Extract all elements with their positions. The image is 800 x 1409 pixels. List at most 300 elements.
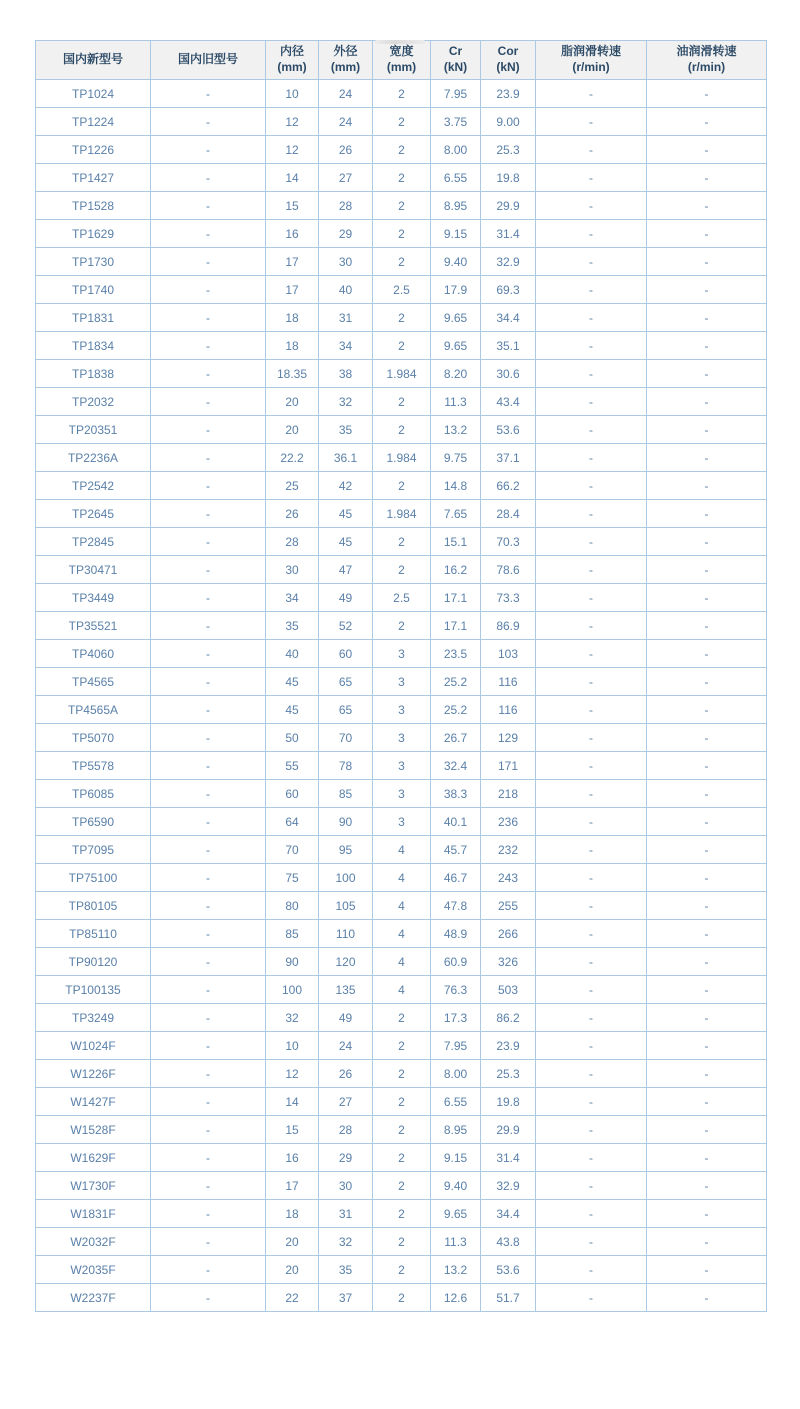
cell-cr: 8.95 [431,1116,481,1144]
cell-grease-speed: - [536,192,647,220]
cell-width: 2.5 [373,584,431,612]
cell-cor: 51.7 [481,1284,536,1312]
cell-cr: 8.00 [431,136,481,164]
cell-bore-diameter: 22 [266,1284,319,1312]
cell-new-model: TP1427 [36,164,151,192]
cell-old-model: - [151,1172,266,1200]
table-row [36,1088,767,1116]
cell-old-model: - [151,136,266,164]
cell-cr: 9.65 [431,304,481,332]
cell-new-model: TP85110 [36,920,151,948]
cell-cor: 19.8 [481,164,536,192]
cell-old-model: - [151,1284,266,1312]
cell-cr: 11.3 [431,1228,481,1256]
cell-cr: 9.75 [431,444,481,472]
cell-grease-speed: - [536,808,647,836]
cell-width: 2 [373,248,431,276]
column-header-grease-speed: 脂润滑转速 (r/min) [536,41,647,80]
cell-grease-speed: - [536,1032,647,1060]
cell-outer-diameter: 105 [319,892,373,920]
table-row [36,1116,767,1144]
cell-width: 4 [373,892,431,920]
cell-grease-speed: - [536,220,647,248]
cell-new-model: W1629F [36,1144,151,1172]
cell-new-model: TP1528 [36,192,151,220]
cell-outer-diameter: 95 [319,836,373,864]
cell-width: 4 [373,948,431,976]
cell-bore-diameter: 100 [266,976,319,1004]
cell-outer-diameter: 40 [319,276,373,304]
cell-cr: 11.3 [431,388,481,416]
table-row [36,360,767,388]
cell-old-model: - [151,388,266,416]
cell-cr: 7.95 [431,1032,481,1060]
cell-cr: 13.2 [431,416,481,444]
cell-outer-diameter: 31 [319,1200,373,1228]
cell-grease-speed: - [536,892,647,920]
cell-outer-diameter: 29 [319,1144,373,1172]
cell-oil-speed: - [647,696,767,724]
cell-cr: 46.7 [431,864,481,892]
cell-new-model: TP4565 [36,668,151,696]
cell-width: 3 [373,724,431,752]
cell-new-model: W1831F [36,1200,151,1228]
cell-old-model: - [151,1088,266,1116]
column-header-outer-diameter: 外径 (mm) [319,41,373,80]
cell-old-model: - [151,416,266,444]
cell-width: 2 [373,192,431,220]
cell-grease-speed: - [536,332,647,360]
cell-oil-speed: - [647,444,767,472]
table-row [36,1172,767,1200]
cell-oil-speed: - [647,864,767,892]
cell-grease-speed: - [536,472,647,500]
cell-grease-speed: - [536,276,647,304]
cell-new-model: TP3449 [36,584,151,612]
cell-width: 2 [373,1256,431,1284]
cell-grease-speed: - [536,1088,647,1116]
cell-outer-diameter: 29 [319,220,373,248]
cell-width: 2 [373,1284,431,1312]
table-row [36,892,767,920]
cell-cr: 15.1 [431,528,481,556]
cell-bore-diameter: 14 [266,164,319,192]
cell-cor: 218 [481,780,536,808]
cell-grease-speed: - [536,1004,647,1032]
cell-cr: 9.15 [431,220,481,248]
cell-oil-speed: - [647,584,767,612]
table-row [36,416,767,444]
cell-new-model: TP6085 [36,780,151,808]
cell-width: 1.984 [373,444,431,472]
cell-width: 2 [373,528,431,556]
cell-old-model: - [151,1116,266,1144]
cell-cor: 116 [481,668,536,696]
cell-cor: 53.6 [481,1256,536,1284]
cell-oil-speed: - [647,1060,767,1088]
table-row [36,1228,767,1256]
table-row [36,864,767,892]
cell-new-model: TP4060 [36,640,151,668]
cell-new-model: TP20351 [36,416,151,444]
header-row [36,41,767,80]
cell-outer-diameter: 65 [319,668,373,696]
cell-oil-speed: - [647,640,767,668]
cell-oil-speed: - [647,808,767,836]
cell-outer-diameter: 135 [319,976,373,1004]
cell-outer-diameter: 45 [319,500,373,528]
cell-grease-speed: - [536,584,647,612]
cell-old-model: - [151,836,266,864]
cell-width: 2 [373,80,431,108]
cell-oil-speed: - [647,416,767,444]
cell-bore-diameter: 20 [266,388,319,416]
cell-outer-diameter: 42 [319,472,373,500]
cell-grease-speed: - [536,556,647,584]
cell-oil-speed: - [647,108,767,136]
cell-new-model: TP1834 [36,332,151,360]
cell-grease-speed: - [536,1116,647,1144]
cell-width: 4 [373,864,431,892]
cell-bore-diameter: 20 [266,416,319,444]
cell-cr: 23.5 [431,640,481,668]
cell-oil-speed: - [647,276,767,304]
cell-new-model: W2237F [36,1284,151,1312]
cell-new-model: TP1831 [36,304,151,332]
cell-width: 2 [373,416,431,444]
table-row [36,948,767,976]
cell-new-model: TP2032 [36,388,151,416]
cell-new-model: TP100135 [36,976,151,1004]
table-row [36,556,767,584]
cell-oil-speed: - [647,1004,767,1032]
cell-grease-speed: - [536,1200,647,1228]
cell-oil-speed: - [647,500,767,528]
cell-oil-speed: - [647,724,767,752]
cell-old-model: - [151,976,266,1004]
cell-outer-diameter: 27 [319,164,373,192]
cell-outer-diameter: 36.1 [319,444,373,472]
cell-cor: 86.9 [481,612,536,640]
cell-bore-diameter: 22.2 [266,444,319,472]
cell-new-model: TP35521 [36,612,151,640]
table-row [36,444,767,472]
cell-grease-speed: - [536,1284,647,1312]
table-row [36,1200,767,1228]
cell-bore-diameter: 17 [266,276,319,304]
cell-cr: 60.9 [431,948,481,976]
cell-width: 2 [373,1032,431,1060]
cell-outer-diameter: 52 [319,612,373,640]
cell-old-model: - [151,500,266,528]
cell-old-model: - [151,108,266,136]
cell-grease-speed: - [536,248,647,276]
cell-cr: 7.95 [431,80,481,108]
table-row [36,808,767,836]
cell-bore-diameter: 75 [266,864,319,892]
cell-bore-diameter: 18 [266,332,319,360]
cell-cr: 13.2 [431,1256,481,1284]
cell-grease-speed: - [536,976,647,1004]
cell-cr: 17.1 [431,612,481,640]
table-row [36,80,767,108]
cell-old-model: - [151,472,266,500]
cell-width: 2 [373,220,431,248]
cell-bore-diameter: 70 [266,836,319,864]
cell-cr: 45.7 [431,836,481,864]
cell-new-model: TP1226 [36,136,151,164]
cell-cor: 129 [481,724,536,752]
cell-oil-speed: - [647,1284,767,1312]
cell-old-model: - [151,724,266,752]
cell-grease-speed: - [536,388,647,416]
column-header-width: 宽度 (mm) [373,41,431,80]
cell-outer-diameter: 35 [319,1256,373,1284]
cell-cor: 70.3 [481,528,536,556]
cell-cr: 14.8 [431,472,481,500]
cell-grease-speed: - [536,416,647,444]
table-row [36,752,767,780]
cell-cor: 9.00 [481,108,536,136]
table-row [36,528,767,556]
cell-bore-diameter: 17 [266,1172,319,1200]
cell-old-model: - [151,528,266,556]
cell-bore-diameter: 18.35 [266,360,319,388]
cell-old-model: - [151,444,266,472]
cell-outer-diameter: 60 [319,640,373,668]
cell-cr: 38.3 [431,780,481,808]
table-row [36,304,767,332]
cell-width: 2 [373,1060,431,1088]
cell-outer-diameter: 32 [319,1228,373,1256]
cell-grease-speed: - [536,864,647,892]
cell-old-model: - [151,640,266,668]
cell-width: 2 [373,556,431,584]
cell-oil-speed: - [647,1200,767,1228]
cell-grease-speed: - [536,752,647,780]
cell-grease-speed: - [536,780,647,808]
cell-width: 2 [373,108,431,136]
cell-cr: 6.55 [431,1088,481,1116]
cell-oil-speed: - [647,976,767,1004]
cell-cor: 23.9 [481,80,536,108]
cell-bore-diameter: 20 [266,1256,319,1284]
cell-cor: 66.2 [481,472,536,500]
cell-outer-diameter: 28 [319,1116,373,1144]
cell-new-model: TP2645 [36,500,151,528]
cell-outer-diameter: 31 [319,304,373,332]
cell-bore-diameter: 26 [266,500,319,528]
cell-grease-speed: - [536,836,647,864]
cell-bore-diameter: 35 [266,612,319,640]
table-row [36,1256,767,1284]
cell-grease-speed: - [536,304,647,332]
cell-grease-speed: - [536,528,647,556]
cell-bore-diameter: 18 [266,304,319,332]
cell-oil-speed: - [647,892,767,920]
cell-bore-diameter: 45 [266,668,319,696]
cell-oil-speed: - [647,1144,767,1172]
cell-old-model: - [151,1228,266,1256]
cell-cr: 40.1 [431,808,481,836]
cell-bore-diameter: 40 [266,640,319,668]
cell-outer-diameter: 35 [319,416,373,444]
cell-oil-speed: - [647,332,767,360]
cell-old-model: - [151,612,266,640]
cell-cor: 232 [481,836,536,864]
cell-width: 3 [373,780,431,808]
cell-new-model: TP1024 [36,80,151,108]
cell-cor: 23.9 [481,1032,536,1060]
cell-oil-speed: - [647,1228,767,1256]
cell-new-model: TP7095 [36,836,151,864]
cell-old-model: - [151,1200,266,1228]
cell-cr: 9.15 [431,1144,481,1172]
table-body [36,80,767,1312]
cell-bore-diameter: 32 [266,1004,319,1032]
cell-bore-diameter: 16 [266,1144,319,1172]
cell-bore-diameter: 20 [266,1228,319,1256]
cell-outer-diameter: 38 [319,360,373,388]
cell-cor: 503 [481,976,536,1004]
cell-oil-speed: - [647,1116,767,1144]
cell-cor: 32.9 [481,1172,536,1200]
cell-grease-speed: - [536,500,647,528]
cell-oil-speed: - [647,668,767,696]
cell-oil-speed: - [647,1032,767,1060]
cell-old-model: - [151,780,266,808]
cell-outer-diameter: 49 [319,584,373,612]
cell-new-model: W1730F [36,1172,151,1200]
table-row [36,472,767,500]
table-row [36,1060,767,1088]
cell-oil-speed: - [647,164,767,192]
cell-oil-speed: - [647,612,767,640]
table-row [36,1004,767,1032]
cell-oil-speed: - [647,360,767,388]
cell-cor: 37.1 [481,444,536,472]
cell-outer-diameter: 26 [319,136,373,164]
cell-width: 2 [373,612,431,640]
cell-bore-diameter: 16 [266,220,319,248]
cell-oil-speed: - [647,136,767,164]
column-header-new-model: 国内新型号 [36,41,151,80]
cell-cr: 47.8 [431,892,481,920]
cell-cor: 255 [481,892,536,920]
cell-outer-diameter: 26 [319,1060,373,1088]
cell-cor: 25.3 [481,136,536,164]
cell-width: 2 [373,164,431,192]
cell-cor: 171 [481,752,536,780]
cell-old-model: - [151,332,266,360]
cell-old-model: - [151,80,266,108]
cell-old-model: - [151,164,266,192]
table-row [36,612,767,640]
cell-old-model: - [151,1032,266,1060]
cell-width: 2 [373,1004,431,1032]
cell-outer-diameter: 27 [319,1088,373,1116]
cell-cor: 31.4 [481,220,536,248]
table-row [36,108,767,136]
cell-old-model: - [151,808,266,836]
cell-bore-diameter: 60 [266,780,319,808]
cell-bore-diameter: 14 [266,1088,319,1116]
cell-grease-speed: - [536,1228,647,1256]
cell-oil-speed: - [647,752,767,780]
cell-grease-speed: - [536,164,647,192]
cell-width: 2 [373,136,431,164]
cell-cor: 53.6 [481,416,536,444]
cell-old-model: - [151,192,266,220]
cell-new-model: W1024F [36,1032,151,1060]
column-header-bore-diameter: 内径 (mm) [266,41,319,80]
cell-cor: 86.2 [481,1004,536,1032]
table-row [36,920,767,948]
cell-bore-diameter: 55 [266,752,319,780]
table-row [36,248,767,276]
cell-oil-speed: - [647,1088,767,1116]
cell-cr: 6.55 [431,164,481,192]
cell-cr: 12.6 [431,1284,481,1312]
cell-grease-speed: - [536,1060,647,1088]
cell-new-model: TP90120 [36,948,151,976]
cell-width: 2 [373,1116,431,1144]
cell-cr: 7.65 [431,500,481,528]
cell-outer-diameter: 90 [319,808,373,836]
table-row [36,1032,767,1060]
cell-outer-diameter: 65 [319,696,373,724]
cell-width: 2 [373,1144,431,1172]
cell-cr: 32.4 [431,752,481,780]
cell-new-model: TP1730 [36,248,151,276]
cell-cr: 17.9 [431,276,481,304]
table-row [36,724,767,752]
cell-grease-speed: - [536,696,647,724]
cell-new-model: TP6590 [36,808,151,836]
cell-cr: 8.20 [431,360,481,388]
cell-width: 1.984 [373,500,431,528]
cell-new-model: TP1838 [36,360,151,388]
cell-oil-speed: - [647,1172,767,1200]
cell-cr: 8.95 [431,192,481,220]
cell-bore-diameter: 10 [266,80,319,108]
cell-bore-diameter: 10 [266,1032,319,1060]
cell-oil-speed: - [647,80,767,108]
cell-bore-diameter: 25 [266,472,319,500]
cell-width: 3 [373,696,431,724]
cell-width: 2 [373,1228,431,1256]
cell-new-model: TP2542 [36,472,151,500]
cell-new-model: TP80105 [36,892,151,920]
cell-bore-diameter: 80 [266,892,319,920]
cell-old-model: - [151,1004,266,1032]
table-row [36,276,767,304]
cell-old-model: - [151,752,266,780]
table-row [36,640,767,668]
cell-width: 3 [373,640,431,668]
cell-oil-speed: - [647,780,767,808]
cell-old-model: - [151,248,266,276]
cell-old-model: - [151,948,266,976]
cell-oil-speed: - [647,556,767,584]
table-row [36,584,767,612]
cell-new-model: TP30471 [36,556,151,584]
cell-cor: 32.9 [481,248,536,276]
cell-new-model: TP5578 [36,752,151,780]
cell-outer-diameter: 70 [319,724,373,752]
cell-new-model: TP1224 [36,108,151,136]
cell-cor: 35.1 [481,332,536,360]
